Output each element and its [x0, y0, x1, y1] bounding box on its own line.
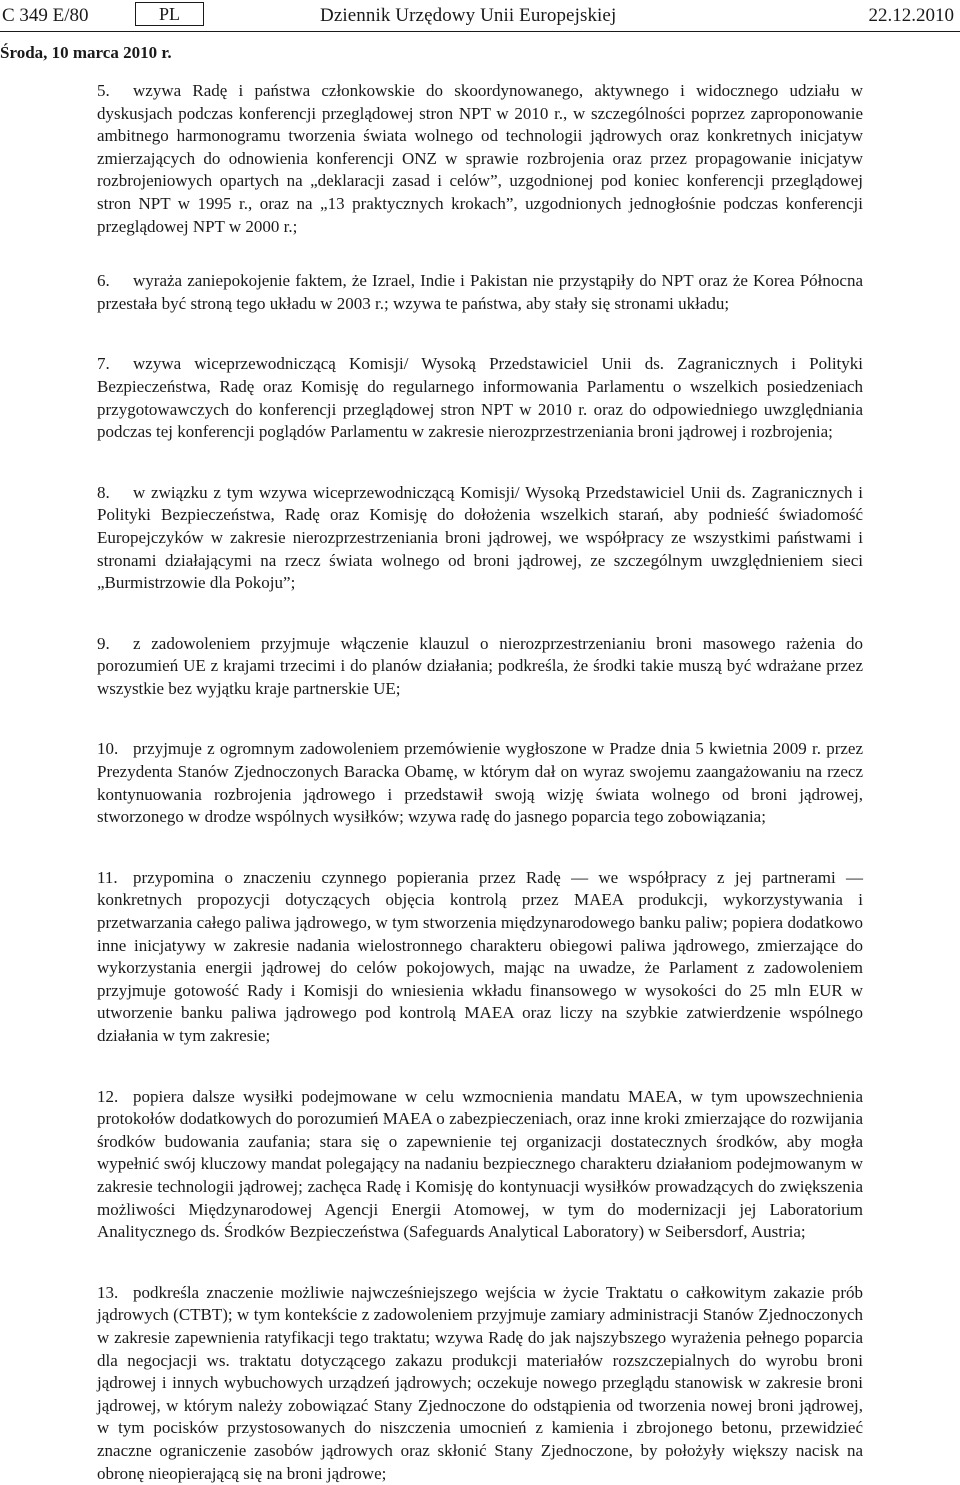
resolution-item	[97, 633, 863, 701]
item-number: 11.	[97, 867, 118, 887]
resolution-item	[97, 353, 863, 443]
sitting-date: Środa, 10 marca 2010 r.	[0, 43, 172, 62]
item-number: 5.	[97, 81, 110, 100]
resolution-item	[97, 270, 863, 315]
item-number: 12.	[97, 1086, 119, 1106]
item-text: podkreśla znaczenie możliwie najwcześniejszego wejścia w życie Traktatu o całkowitym zakazie prób jądrowych (CTBT); w tym kontekście z zadowoleniem przyjmuje zamiary administracji Stanów Zjednoczonych w zakresie zapewnienia ratyfikacji tego traktatu; wzywa Radę do jak najszybszego wyrażenia pełnego poparcia dla negocjacji ws. traktatu dotyczącego zakazu produkcji materiałów rozszczepialnych do wyrobu broni jądrowej i innych wybuchowych urządzeń jądrowych; oczekuje nowego przeglądu stanowisk w zakresie broni jądrowej, w którym należy zobowiązać Stany Zjednoczone do odstąpienia od tworzenia nowej broni jądrowej, w tym pocisków przystosowanych do niszczenia umocnień z kamienia i zbrojonego betonu, przewidzieć znaczne ograniczenie zasobów jądrowych oraz skłonić Stany Zjednoczone, by położyły większy nacisk na obronę nieopierającą się na broni jądrowe;	[97, 1282, 863, 1483]
resolution-item	[97, 738, 863, 828]
resolution-item	[97, 1086, 863, 1244]
journal-title: Dziennik Urzędowy Unii Europejskiej	[320, 5, 617, 26]
item-text: przypomina o znaczeniu czynnego popierania przez Radę — we współpracy z jej partnerami — konkretnych propozycji dotyczących objęcia kontrolą przez MAEA produkcji, wykorzystywania i przetwarzania całego paliwa jądrowego, w tym stworzenia międzynarodowego banku paliw; popiera dodatkowo inne inicjatywy w zakresie nadania wielostronnego charakteru obiegowi paliwa jądrowego, zmierzające do wykorzystania energii jądrowej do celów pokojowych, mając na uwadze, że Parlament z zadowoleniem przyjmuje gotowość Rady i Komisji do wniesienia wkładu finansowego w wysokości do 25 mln EUR w utworzenie banku paliwa jądrowego pod kontrolą MAEA oraz liczy na szybkie zatwierdzenie wspólnego działania w tym zakresie;	[97, 867, 863, 1045]
item-text: wzywa Radę i państwa członkowskie do skoordynowanego, aktywnego i widocznego udziału w dyskusjach podczas konferencji przeglądowej stron NPT w 2010 r., w szczególności poprzez zaproponowanie ambitnego harmonogramu tworzenia świata wolnego od technologii jądrowych oraz konkretnych inicjatyw zmierzających do odnowienia konferencji ONZ w sprawie rozbrojenia oraz przez propagowanie inicjatyw rozbrojeniowych opartych na „deklaracji zasad i celów”, uzgodnionej pod koniec konferencji przeglądowej stron NPT w 1995 r., oraz na „13 praktycznych krokach”, uzgodnionych jednogłośnie podczas konferencji przeglądowej NPT w 2000 r.;	[97, 81, 863, 236]
item-text: w związku z tym wzywa wiceprzewodniczącą Komisji/ Wysoką Przedstawiciel Unii ds. Zagranicznych i Polityki Bezpieczeństwa, Radę oraz Komisję do dołożenia wszelkich starań, aby podnieść świadomość Europejczyków w zakresie nierozprzestrzeniania broni jądrowej, we współpracy ze wszystkimi państwami i stronami działającymi na rzecz świata wolnego od broni jądrowej, ze szczególnym uwzględnieniem sieci „Burmistrzowie dla Pokoju”;	[97, 482, 863, 593]
item-number: 8.	[97, 482, 110, 502]
publication-date: 22.12.2010	[868, 5, 954, 26]
item-number: 9.	[97, 633, 110, 653]
resolution-item	[97, 867, 863, 1048]
resolution-items	[97, 80, 863, 1485]
header-divider	[0, 31, 960, 32]
item-number: 10.	[97, 739, 119, 759]
resolution-item	[97, 1282, 863, 1485]
item-text: wzywa wiceprzewodniczącą Komisji/ Wysoką Przedstawiciel Unii ds. Zagranicznych i Polityki Bezpieczeństwa, Radę oraz Komisję do regularnego informowania Parlamentu o wszelkich posiedzeniach przygotowawczych do konferencji przeglądowej stron NPT w 2010 r. oraz do odpowiedniego uwzględniania podczas tej konferencji poglądów Parlamentu w zakresie nierozprzestrzeniania broni jądrowej i rozbrojenia;	[97, 354, 863, 442]
item-number: 7.	[97, 354, 110, 374]
journal-series-number: C 349 E/80	[2, 5, 89, 26]
item-text: przyjmuje z ogromnym zadowoleniem przemówienie wygłoszone w Pradze dnia 5 kwietnia 2009 r. przez Prezydenta Stanów Zjednoczonych Baracka Obamę, w którym dał on wyraz swojemu zaangażowaniu na rzecz kontynuowania rozbrojenia jądrowego i przedstawił swoją wizję świata wolnego od broni jądrowej, stworzonego w drodze wspólnych wysiłków; wzywa radę do jasnego poparcia tego zobowiązania;	[97, 739, 863, 827]
resolution-item	[97, 482, 863, 595]
language-code-badge: PL	[135, 2, 204, 26]
item-text: z zadowoleniem przyjmuje włączenie klauzul o nierozprzestrzenianiu broni masowego rażenia do porozumień UE z krajami trzecimi i do planów działania; podkreśla, że środki takie muszą być wdrażane przez wszystkie bez wyjątku kraje partnerskie UE;	[97, 633, 863, 698]
item-number: 6.	[97, 271, 110, 291]
item-number: 13.	[97, 1282, 119, 1302]
item-text: popiera dalsze wysiłki podejmowane w celu wzmocnienia mandatu MAEA, w tym upowszechnienia protokołów dodatkowych do porozumień MAEA o zabezpieczeniach, oraz inne kroki zmierzające do rozwijania środków budowania zaufania; stara się o zapewnienie tej organizacji dostatecznych środków, aby mogła wypełnić swój kluczowy mandat polegający na nadaniu bezpiecznego charakteru działaniom podejmowanym w zakresie technologii jądrowej; zachęca Radę i Komisję do kontynuacji wysiłków prowadzących do zwiększenia możliwości Międzynarodowej Agencji Energii Atomowej, w tym do modernizacji jej Laboratorium Analitycznego ds. Środków Bezpieczeństwa (Safeguards Analytical Laboratory) w Seibersdorf, Austria;	[97, 1086, 863, 1242]
page-header	[0, 2, 960, 32]
resolution-item	[97, 80, 863, 238]
item-text: wyraża zaniepokojenie faktem, że Izrael, Indie i Pakistan nie przystąpiły do NPT oraz że Korea Północna przestała być stroną tego układu w 2003 r.; wzywa te państwa, aby stały się stronami układu;	[97, 271, 863, 313]
